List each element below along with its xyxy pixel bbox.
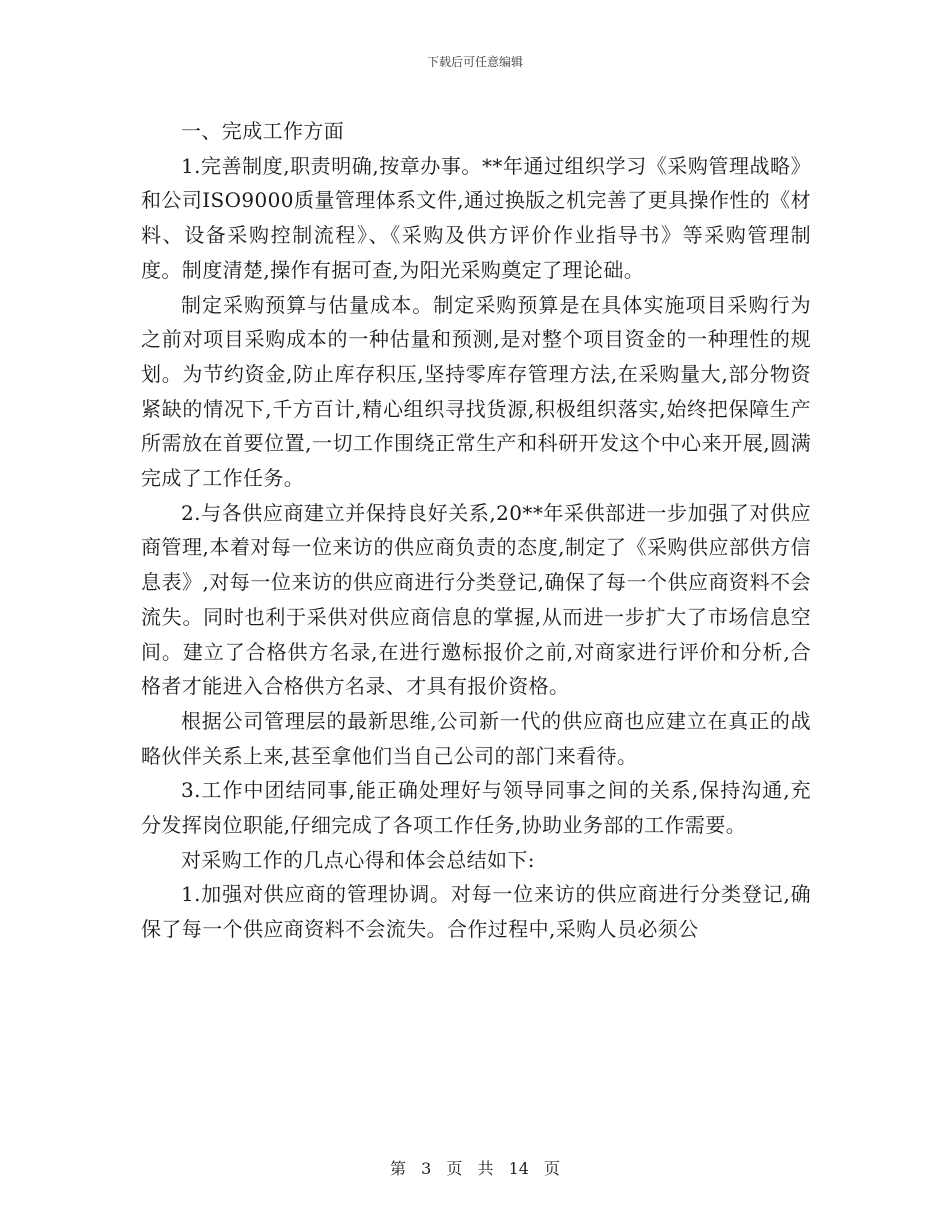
paragraph-3: 2.与各供应商建立并保持良好关系,20**年采供部进一步加强了对供应商管理,本着对每一位来访的供应商负责的态度,制定了《采购供应部供方信息表》,对每一位来访的供应商进行分类登记,确保了每一个供应商资料不会流失。同时也利于采供对供应商信息的掌握,从而进一步扩大了市场信息空间。建立了合格供方名录,在进行邀标报价之前,对商家进行评价和分析,合格者才能进入合格供方名录、才具有报价资格。 <box>141 500 811 699</box>
page-footer <box>0 1156 950 1179</box>
footer-label-total-unit: 页 <box>544 1159 561 1178</box>
paragraph-1: 1.完善制度,职责明确,按章办事。**年通过组织学习《采购管理战略》和公司ISO9000质量管理体系文件,通过换版之机完善了更具操作性的《材料、设备采购控制流程》、《采购及供方评价作业指导书》等采购管理制度。制度清楚,操作有据可查,为阳光采购奠定了理论础。 <box>141 153 811 282</box>
footer-label-total: 共 <box>477 1159 494 1178</box>
paragraph-2: 制定采购预算与估量成本。制定采购预算是在具体实施项目采购行为之前对项目采购成本的一种估量和预测,是对整个项目资金的一种理性的规划。为节约资金,防止库存积压,坚持零库存管理方法,在采购量大,部分物资紧缺的情况下,千方百计,精心组织寻找货源,积极组织落实,始终把保障生产所需放在首要位置,一切工作围绕正常生产和科研开发这个中心来开展,圆满完成了工作任务。 <box>141 292 811 491</box>
document-body <box>141 114 811 947</box>
section-title: 一、完成工作方面 <box>181 119 345 143</box>
paragraph-6: 对采购工作的几点心得和体会总结如下: <box>181 847 535 872</box>
footer-total-pages: 14 <box>508 1159 529 1178</box>
footer-label-page: 第 <box>389 1159 406 1178</box>
page-header: 下载后可任意编辑 <box>426 55 523 69</box>
footer-label-page-unit: 页 <box>446 1159 463 1178</box>
paragraph-4: 根据公司管理层的最新思维,公司新一代的供应商也应建立在真正的战略伙伴关系上来,甚至拿他们当自己公司的部门来看待。 <box>141 708 811 768</box>
paragraph-7: 1.加强对供应商的管理协调。对每一位来访的供应商进行分类登记,确保了每一个供应商资料不会流失。合作过程中,采购人员必须公 <box>141 882 811 942</box>
paragraph-5: 3.工作中团结同事,能正确处理好与领导同事之间的关系,保持沟通,充分发挥岗位职能,仔细完成了各项工作任务,协助业务部的工作需要。 <box>141 778 811 838</box>
footer-current-page: 3 <box>421 1159 432 1178</box>
